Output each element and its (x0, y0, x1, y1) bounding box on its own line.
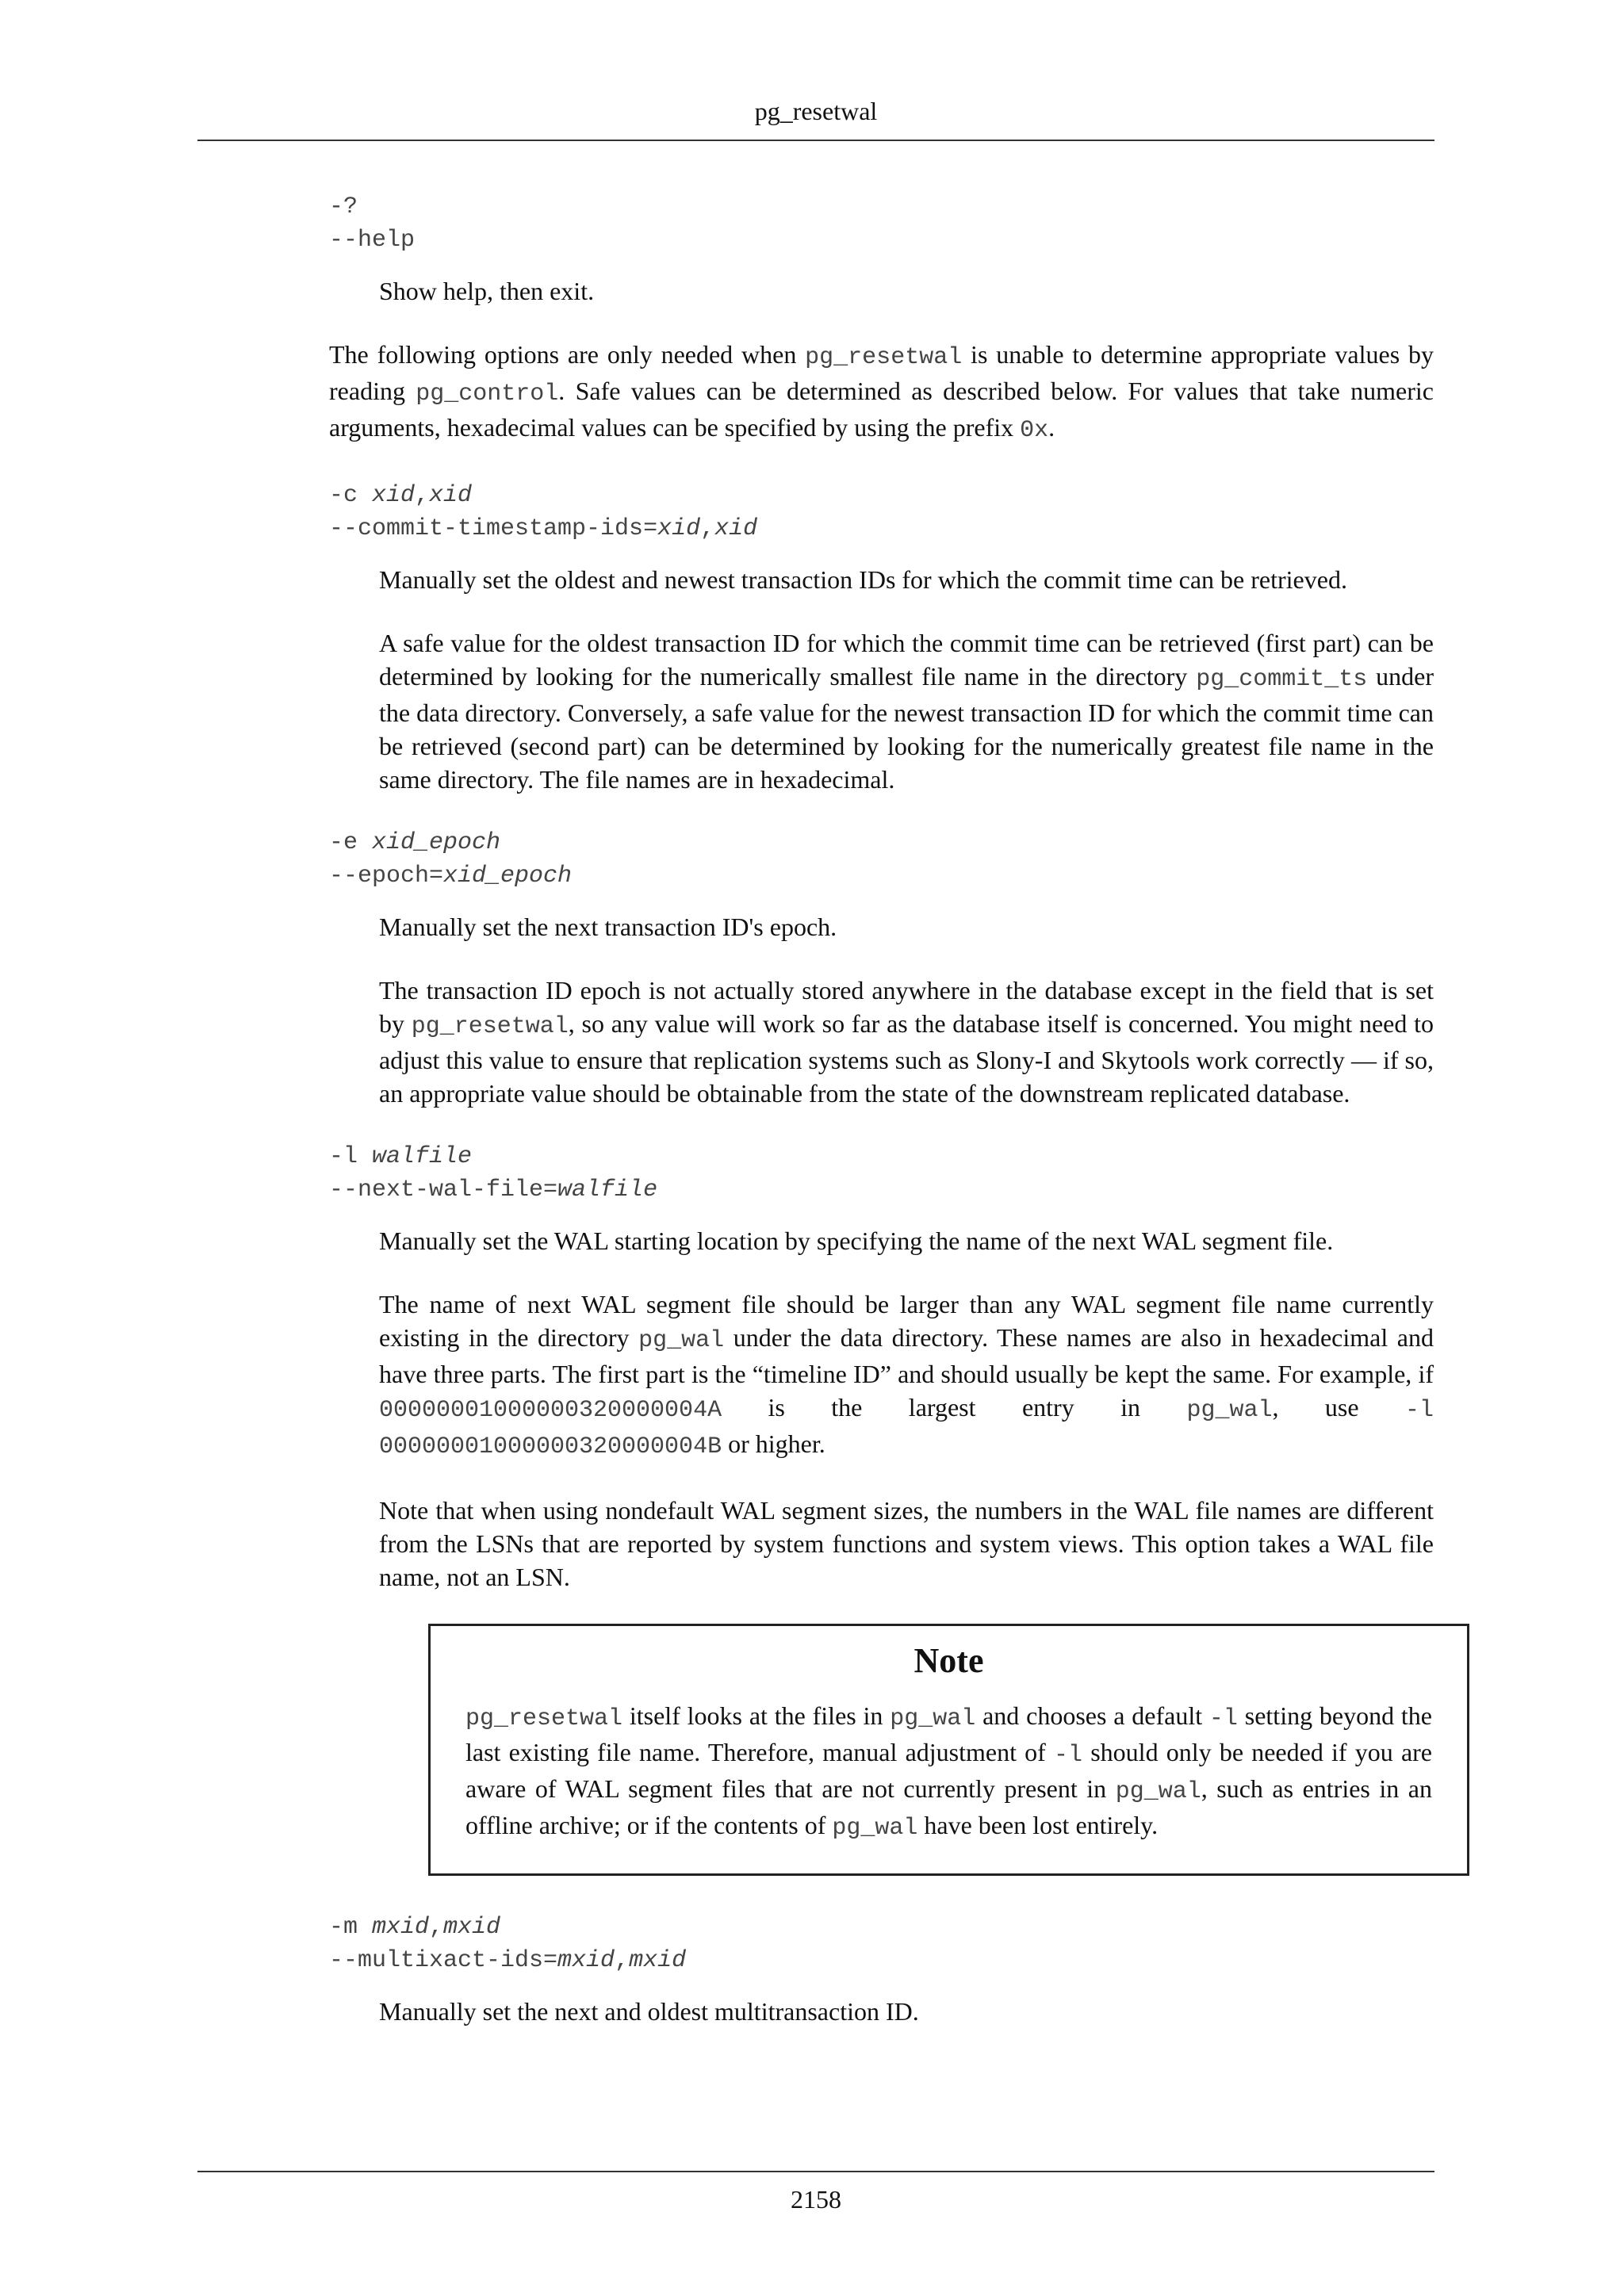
definition-epoch (379, 910, 1434, 1110)
definition-text: Note that when using nondefault WAL segment sizes, the numbers in the WAL file names are different from the LSNs that are reported by system functions and system views. This option takes a WAL file name, not an LSN. (379, 1496, 1434, 1591)
page-number: 2158 (791, 2185, 841, 2214)
definition-text: A safe value for the oldest transaction ID for which the commit time can be retrieved (first part) can be determined by looking for the numerically smallest file name in the directory pg_commit_ts under the data directory. Conversely, a safe value for the newest transaction ID for which the commit time can be retrieved (second part) can be determined by looking for the numerically greatest file name in the same directory. The file names are in hexadecimal. (379, 629, 1434, 794)
term-short: -? (329, 193, 358, 220)
definition-text: The transaction ID epoch is not actually stored anywhere in the database except in the field that is set by pg_resetwal, so any value will work so far as the database itself is concerned. You might need to adjust this value to ensure that replication systems such as Slony-I and Skytools work correctly — if so, an appropriate value should be obtainable from the state of the downstream replicated database. (379, 976, 1434, 1108)
term-short: -m mxid,mxid (329, 1914, 501, 1941)
term-commit-timestamp-ids (329, 479, 1434, 545)
definition-text: Show help, then exit. (379, 277, 595, 305)
note-title: Note (914, 1641, 984, 1680)
definition-multixact-ids (379, 1995, 1434, 2028)
term-long: --next-wal-file=walfile (329, 1177, 658, 1203)
intro-paragraph: The following options are only needed when pg_resetwal is unable to determine appropriate values by reading pg_control. Safe values can be determined as described below. For values that take numeric arguments, hexadecimal values can be specified by using the prefix 0x. (329, 340, 1434, 444)
page-body (329, 190, 1434, 2058)
term-long: --commit-timestamp-ids=xid,xid (329, 515, 758, 542)
term-short: -e xid_epoch (329, 829, 501, 856)
definition-text: Manually set the next and oldest multitransaction ID. (379, 1997, 919, 2026)
term-long: --multixact-ids=mxid,mxid (329, 1947, 687, 1974)
term-multixact-ids (329, 1911, 1434, 1977)
term-epoch (329, 826, 1434, 893)
term-help (329, 190, 1434, 257)
note-box (428, 1624, 1469, 1876)
page-header (197, 95, 1434, 141)
definition-text: Manually set the WAL starting location by specifying the name of the next WAL segment file. (379, 1226, 1334, 1255)
note-text: pg_resetwal itself looks at the files in pg_wal and chooses a default -l setting beyond the last existing file name. Therefore, manual adjustment of -l should only be needed if you are aware of WAL segment files that are not currently present in pg_wal, such as entries in an offline archive; or if the contents of pg_wal have been lost entirely. (465, 1701, 1433, 1842)
term-long: --help (329, 227, 416, 254)
definition-text: The name of next WAL segment file should be larger than any WAL segment file name currently existing in the directory pg_wal under the data directory. These names are also in hexadecimal and have three parts. The first part is the “timeline ID” and should usually be kept the same. For example, if 00000001000000320000004A is the largest entry in pg_wal, use -l 00000001000000320000004B or higher. (379, 1290, 1434, 1460)
definition-next-wal-file (379, 1224, 1434, 1594)
term-long: --epoch=xid_epoch (329, 863, 573, 890)
page-footer (197, 2171, 1434, 2231)
definition-help (379, 274, 1434, 308)
definition-text: Manually set the oldest and newest transaction IDs for which the commit time can be retrieved. (379, 565, 1347, 594)
definition-text: Manually set the next transaction ID's epoch. (379, 913, 837, 941)
term-short: -l walfile (329, 1143, 473, 1170)
definition-commit-timestamp-ids (379, 563, 1434, 796)
term-next-wal-file (329, 1140, 1434, 1207)
running-title: pg_resetwal (754, 97, 878, 125)
term-short: -c xid,xid (329, 482, 473, 509)
